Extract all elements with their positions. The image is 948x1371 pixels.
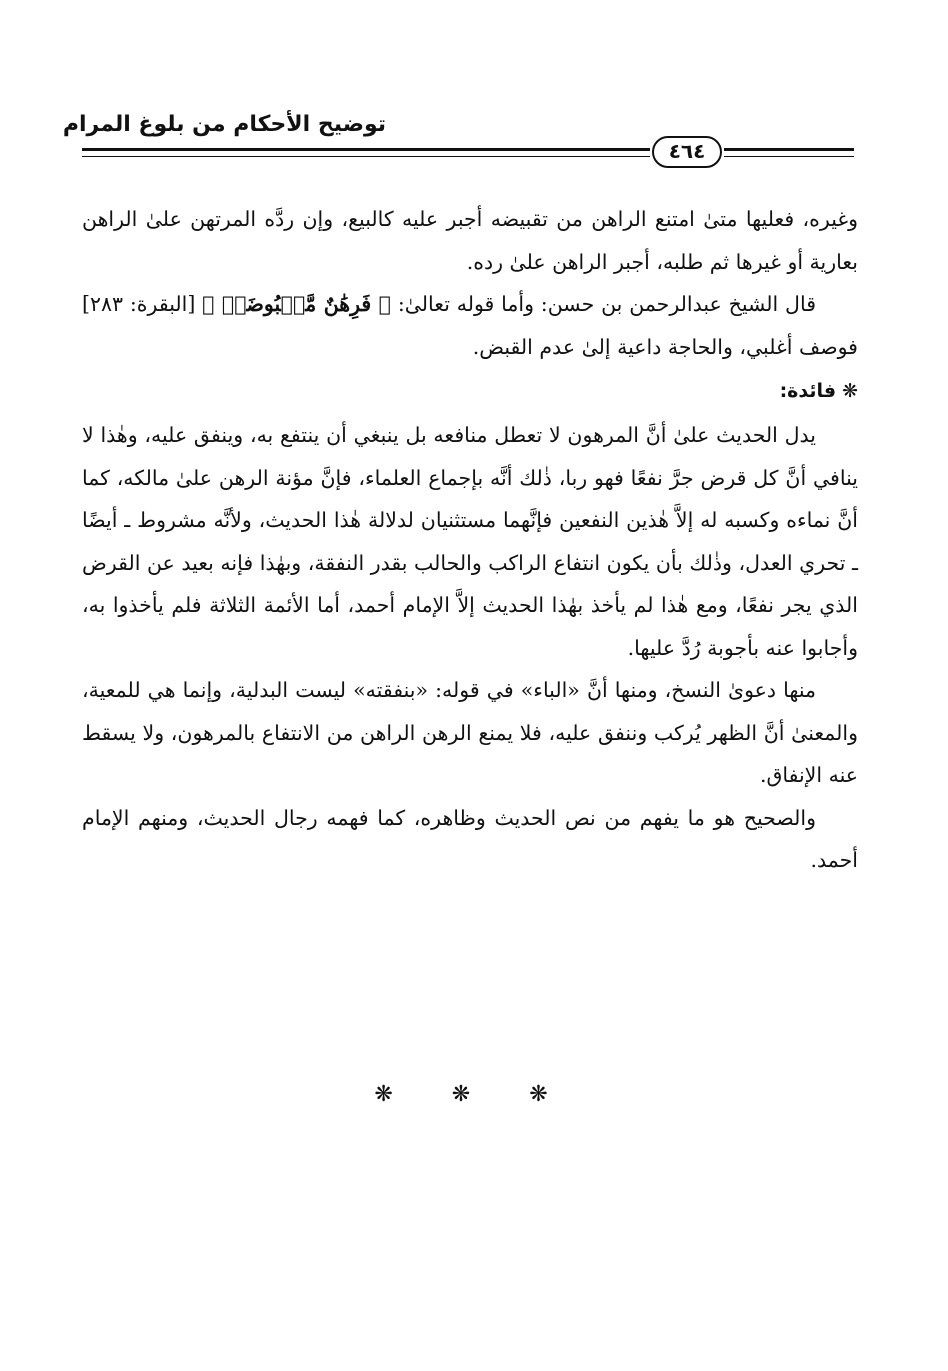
running-header-title: توضيح الأحكام من بلوغ المرام [62,112,386,137]
header-rule-left [82,148,650,157]
faida-heading [82,368,858,414]
quote-rest: [البقرة: ٢٨٣] فوصف أغلبي، والحاجة داعية إلىٰ عدم القبض. [82,292,858,359]
faida-label: فائدة: [779,380,837,402]
quote-intro: قال الشيخ عبدالرحمن بن حسن: وأما قوله تعالىٰ: [397,292,816,316]
quran-verse: ﴿ فَرِهَٰنٌ مَّقۡبُوضَةٞ ﴾ [202,292,391,316]
page-number: ٤٦٤ [652,136,722,168]
section-separator: ❋ ❋ ❋ [374,1082,574,1107]
asterisk-icon: ❋ [842,380,858,402]
paragraph-objections: منها دعوىٰ النسخ، ومنها أنَّ «الباء» في قوله: «بنفقته» ليست البدلية، وإنما هي للمعية، والمعنىٰ أنَّ الظهر يُركب وننفق عليه، فلا يمنع الرهن الراهن من الانتفاع بالمرهون، ولا يسقط عنه الإنفاق. [82,678,858,787]
paragraph-faida-body: يدل الحديث علىٰ أنَّ المرهون لا تعطل منافعه بل ينبغي أن ينتفع به، وينفق عليه، وهٰذا لا ينافي أنَّ كل قرض جرَّ نفعًا فهو ربا، ذٰلك أنَّه بإجماع العلماء، فإنَّ مؤنة الرهن علىٰ مالكه، كما أنَّ نماءه وكسبه له إلاَّ هٰذين النفعين فإنَّهما مستثنيان لدلالة هٰذا الحديث، ولأنَّه مشروط ـ أيضًا ـ تحري العدل، وذٰلك بأن يكون انتفاع الراكب والحالب بقدر النفقة، وبهٰذا فإنه بعيد عن القرض الذي يجر نفعًا، ومع هٰذا لم يأخذ بهٰذا الحديث إلاَّ الإمام أحمد، أما الأئمة الثلاثة فلم يأخذوا به، وأجابوا عنه بأجوبة رُدَّ عليها. [82,423,858,660]
header-rule-right [724,148,854,157]
paragraph-continuation: وغيره، فعليها متىٰ امتنع الراهن من تقبيضه أجبر عليه كالبيع، وإن ردَّه المرتهن علىٰ الراهن بعارية أو غيرها ثم طلبه، أجبر الراهن علىٰ رده. [82,207,858,274]
paragraph-quote [82,283,858,368]
paragraph-conclusion: والصحيح هو ما يفهم من نص الحديث وظاهره، كما فهمه رجال الحديث، ومنهم الإمام أحمد. [82,805,858,872]
page-body [82,198,858,882]
